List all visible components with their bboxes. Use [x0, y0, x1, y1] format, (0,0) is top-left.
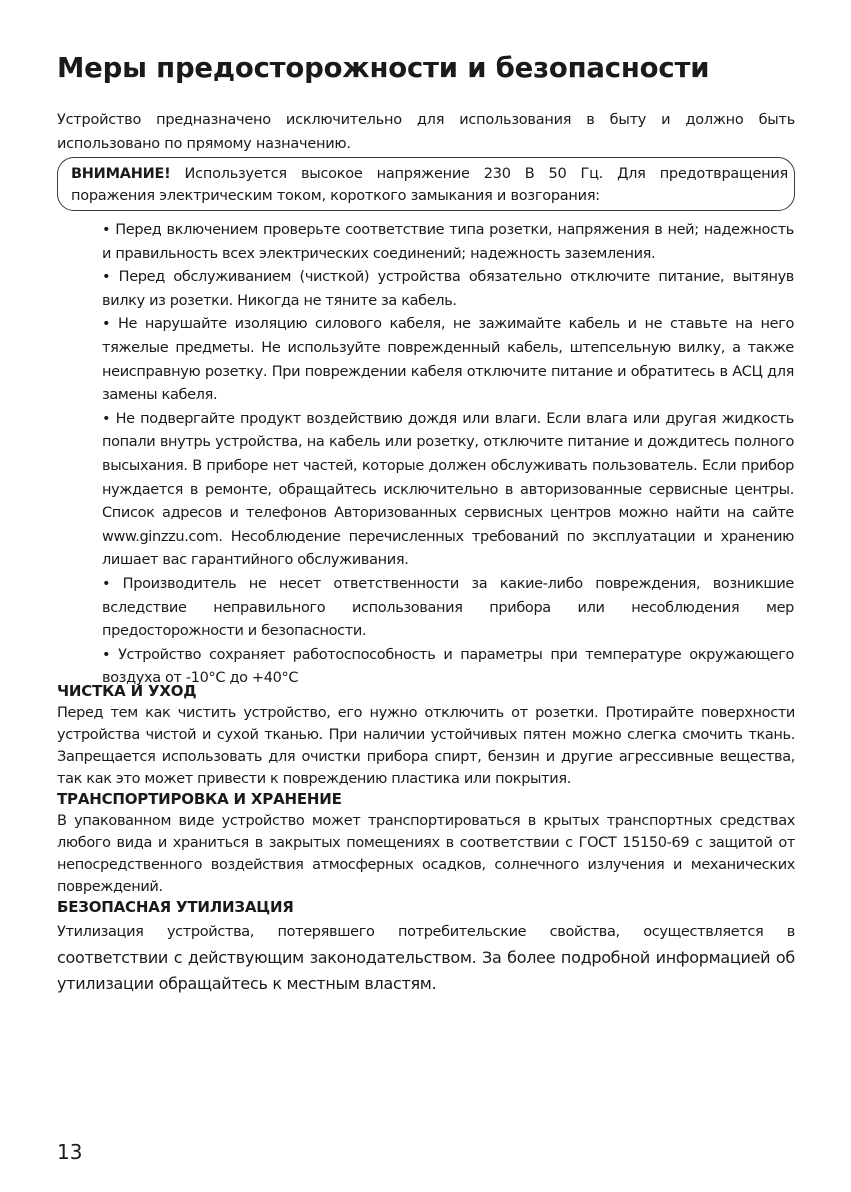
warning-label: ВНИМАНИЕ!	[71, 166, 171, 182]
disposal-section	[57, 896, 795, 997]
list-item: • Не подвергайте продукт воздействию дождя или влаги. Если влага или другая жидкость попали внутрь устройства, на кабель или розетку, отключите питание и дождитесь полного высыхания. В приборе нет частей, которые должен обслуживать пользователь. Если прибор нуждается в ремонте, обращайтесь исключительно в авторизованные сервисные центры. Список адресов и телефонов Авторизованных сервисных центров можно найти на сайте www.ginzzu.com. Несоблюдение перечисленных требований по эксплуатации и хранению лишает вас гарантийного обслуживания.	[102, 408, 794, 573]
page-title: Меры предосторожности и безопасности	[57, 52, 710, 84]
cleaning-text: Перед тем как чистить устройство, его нужно отключить от розетки. Протирайте поверхности устройства чистой и сухой тканью. При наличии устойчивых пятен можно слегка смочить ткань. Запрещается использовать для очистки прибора спирт, бензин и другие агрессивные вещества, так как это может привести к повреждению пластика или покрытия.	[57, 705, 795, 787]
list-item: • Производитель не несет ответственности за какие-либо повреждения, возникшие вследствие неправильного использования прибора или несоблюдения мер предосторожности и безопасности.	[102, 573, 794, 644]
intro-paragraph: Устройство предназначено исключительно для использования в быту и должно быть использовано по прямому назначению.	[57, 112, 795, 152]
list-item: • Не нарушайте изоляцию силового кабеля, не зажимайте кабель и не ставьте на него тяжелые предметы. Не используйте поврежденный кабель, штепсельную вилку, а также неисправную розетку. При повреждении кабеля отключите питание и обратитесь в АСЦ для замены кабеля.	[102, 313, 794, 407]
cleaning-heading: ЧИСТКА И УХОД	[57, 682, 197, 700]
transport-text: В упакованном виде устройство может транспортироваться в крытых транспортных средствах любого вида и храниться в закрытых помещениях в соответствии с ГОСТ 15150-69 с защитой от непосредственного воздействия атмосферных осадков, солнечного излучения и механических повреждений.	[57, 813, 795, 895]
cleaning-section	[57, 680, 795, 790]
warning-paragraph	[71, 163, 788, 207]
safety-list	[102, 219, 794, 691]
warning-text: Используется высокое напряжение 230 В 50 Гц. Для предотвращения поражения электрическим током, короткого замыкания и возгорания:	[71, 166, 788, 204]
page-number: 13	[57, 1140, 83, 1164]
list-item: • Устройство сохраняет работоспособность и параметры при температуре окружающего воздуха от -10°С до +40°С	[102, 644, 794, 691]
disposal-text	[57, 918, 795, 997]
disposal-text-start: Утилизация устройства, потерявшего потребительские свойства, осуществляется в	[57, 924, 795, 940]
disposal-text-end: соответствии с действующим законодательством. За более подробной информацией об утилизации обращайтесь к местным властям.	[57, 948, 795, 993]
transport-heading: ТРАНСПОРТИРОВКА И ХРАНЕНИЕ	[57, 790, 342, 808]
list-item: • Перед включением проверьте соответствие типа розетки, напряжения в ней; надежность и правильность всех электрических соединений; надежность заземления.	[102, 219, 794, 266]
list-item: • Перед обслуживанием (чисткой) устройства обязательно отключите питание, вытянув вилку из розетки. Никогда не тяните за кабель.	[102, 266, 794, 313]
disposal-heading: БЕЗОПАСНАЯ УТИЛИЗАЦИЯ	[57, 898, 294, 916]
transport-section	[57, 788, 795, 898]
